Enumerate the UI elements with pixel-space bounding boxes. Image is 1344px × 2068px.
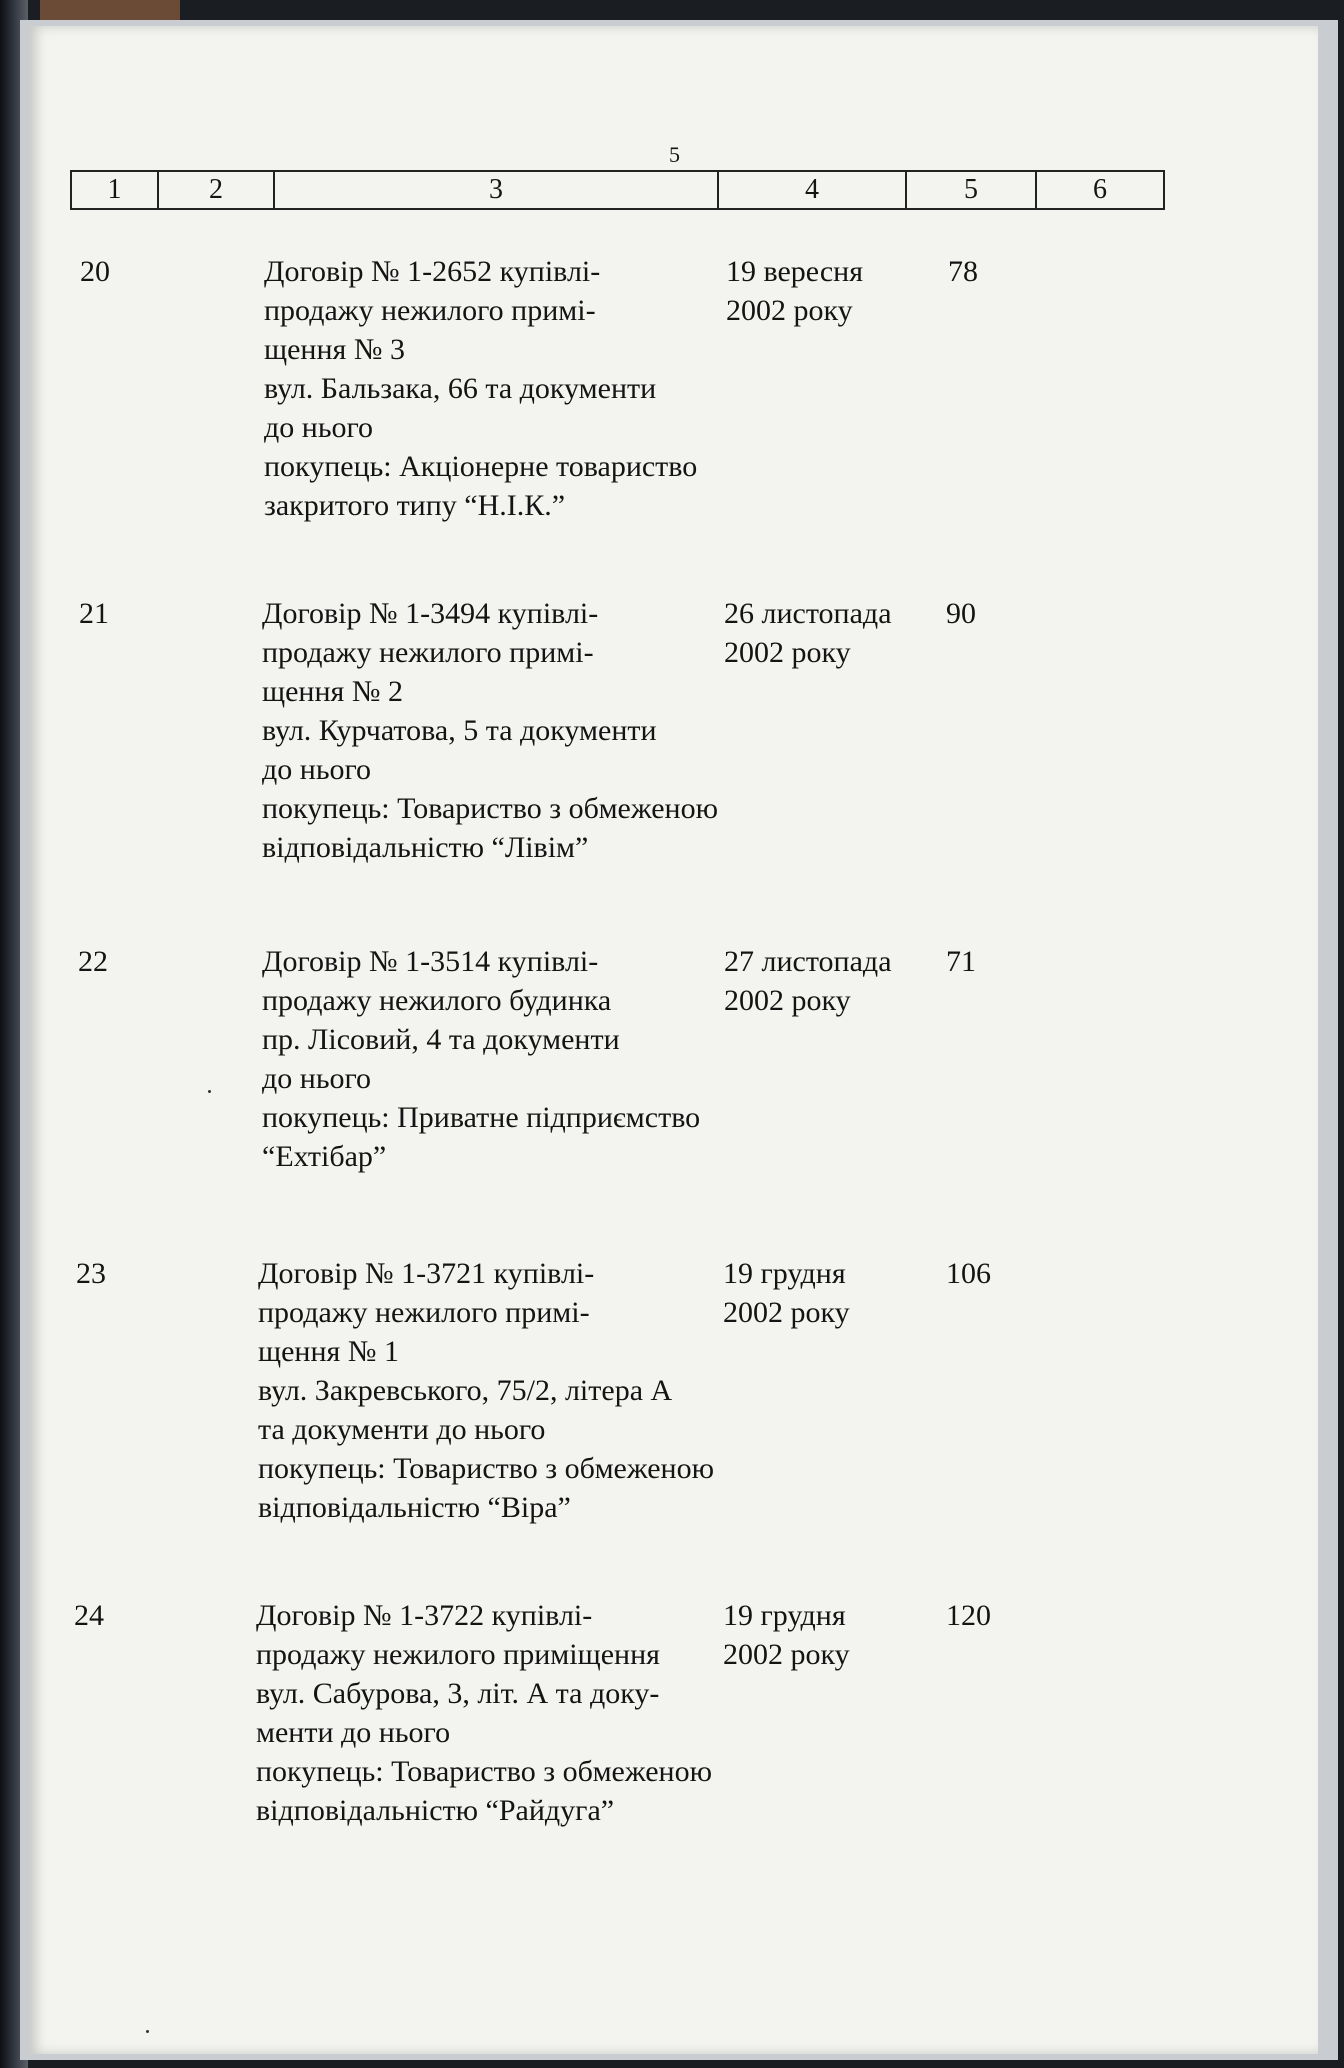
description-line: закритого типу “Н.І.К.” — [264, 489, 566, 522]
column-header-4: 4 — [719, 172, 907, 208]
date-line: 19 вересня — [726, 255, 864, 288]
entry-date — [723, 1254, 923, 1332]
column-header-2: 2 — [159, 172, 275, 208]
description-line: та документи до нього — [258, 1413, 546, 1446]
entry-number: 22 — [78, 945, 108, 978]
entry-pages: 90 — [946, 597, 976, 630]
entry-date — [724, 594, 924, 672]
description-line: покупець: Товариство з обмеженою — [256, 1755, 712, 1788]
description-line: до нього — [264, 411, 374, 444]
description-line: “Ехтібар” — [262, 1140, 387, 1173]
date-line: 2002 року — [723, 1296, 850, 1329]
date-line: 2002 року — [724, 984, 851, 1017]
entry-pages: 78 — [948, 255, 978, 288]
description-line: відповідальністю “Райдуга” — [256, 1794, 615, 1827]
entry-pages: 106 — [946, 1257, 991, 1290]
entry-number: 21 — [79, 597, 109, 630]
entry-number: 24 — [74, 1599, 104, 1632]
column-header-table — [70, 170, 1165, 210]
entry-number: 20 — [80, 255, 110, 288]
date-line: 2002 року — [726, 294, 853, 327]
entry-description — [264, 252, 804, 525]
description-line: вул. Закревського, 75/2, літера А — [258, 1374, 673, 1407]
description-line: продажу нежилого примі- — [258, 1296, 590, 1329]
column-header-6: 6 — [1093, 174, 1107, 205]
description-line: Договір № 1-2652 купівлі- — [264, 255, 601, 288]
paper-speck — [146, 2030, 149, 2033]
description-line: продажу нежилого примі- — [262, 636, 594, 669]
description-line: щення № 1 — [258, 1335, 399, 1368]
description-line: покупець: Приватне підприємство — [262, 1101, 701, 1134]
description-line: відповідальністю “Віра” — [258, 1491, 571, 1524]
description-line: до нього — [262, 1062, 372, 1095]
description-line: щення № 2 — [262, 675, 403, 708]
column-header-1: 1 — [72, 172, 159, 208]
entry-description — [262, 942, 802, 1176]
description-line: покупець: Товариство з обмеженою — [258, 1452, 714, 1485]
description-line: продажу нежилого будинка — [262, 984, 612, 1017]
description-line: продажу нежилого примі- — [264, 294, 596, 327]
entry-number: 23 — [76, 1257, 106, 1290]
description-line: покупець: Акціонерне товариство — [264, 450, 698, 483]
description-line: покупець: Товариство з обмеженою — [262, 792, 718, 825]
description-line: вул. Бальзака, 66 та документи — [264, 372, 657, 405]
description-line: щення № 3 — [264, 333, 405, 366]
description-line: пр. Лісовий, 4 та документи — [262, 1023, 620, 1056]
column-header-5: 5 — [907, 172, 1037, 208]
description-line: продажу нежилого приміщення — [256, 1638, 660, 1671]
entry-pages: 71 — [946, 945, 976, 978]
date-line: 27 листопада — [724, 945, 892, 978]
description-line: Договір № 1-3722 купівлі- — [256, 1599, 593, 1632]
page-number: 5 — [669, 142, 680, 167]
binding-tab — [40, 0, 180, 22]
column-header-3: 3 — [275, 172, 719, 208]
entry-date — [726, 252, 926, 330]
document-page — [28, 26, 1318, 2054]
entry-description — [258, 1254, 798, 1527]
description-line: вул. Сабурова, 3, літ. А та доку- — [256, 1677, 660, 1710]
entry-description — [256, 1596, 796, 1830]
description-line: Договір № 1-3721 купівлі- — [258, 1257, 595, 1290]
entry-description — [262, 594, 802, 867]
entry-date — [724, 942, 924, 1020]
date-line: 2002 року — [724, 636, 851, 669]
entry-pages: 120 — [946, 1599, 991, 1632]
date-line: 19 грудня — [723, 1257, 846, 1290]
entry-date — [723, 1596, 923, 1674]
description-line: до нього — [262, 753, 372, 786]
date-line: 19 грудня — [723, 1599, 846, 1632]
date-line: 2002 року — [723, 1638, 850, 1671]
description-line: Договір № 1-3494 купівлі- — [262, 597, 599, 630]
description-line: Договір № 1-3514 купівлі- — [262, 945, 599, 978]
description-line: вул. Курчатова, 5 та документи — [262, 714, 657, 747]
description-line: менти до нього — [256, 1716, 451, 1749]
description-line: відповідальністю “Лівім” — [262, 831, 589, 864]
paper-speck — [208, 1090, 211, 1093]
date-line: 26 листопада — [724, 597, 892, 630]
